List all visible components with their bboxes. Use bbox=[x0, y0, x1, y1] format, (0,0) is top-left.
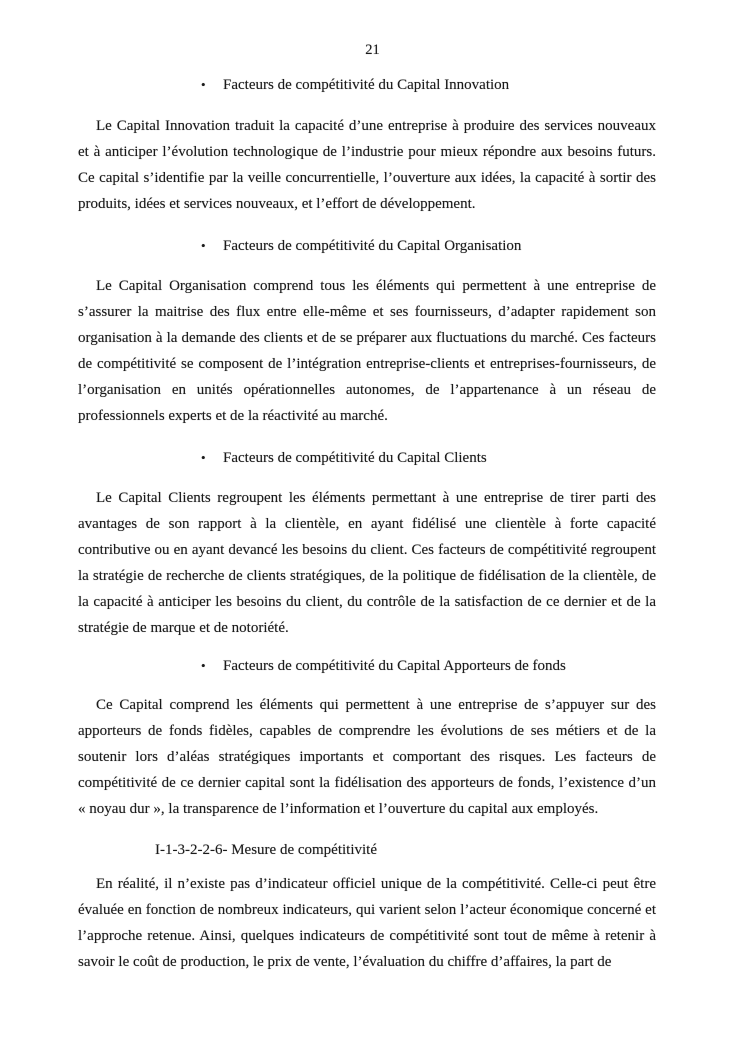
bullet-heading-label: Facteurs de compétitivité du Capital Clients bbox=[223, 450, 487, 466]
page-content bbox=[0, 72, 745, 975]
bullet-icon: • bbox=[201, 77, 206, 92]
paragraph-capital-innovation: Le Capital Innovation traduit la capacité d’une entreprise à produire des services nouveaux et à anticiper l’évolution technologique de l’industrie pour mieux répondre aux besoins futurs. Ce capital s’identifie par la veille concurrentielle, l’ouverture aux idées, la capacité à sortir des produits, idées et services nouveaux, et l’effort de développement. bbox=[78, 118, 656, 212]
bullet-icon: • bbox=[201, 450, 206, 465]
paragraph-capital-apporteurs: Ce Capital comprend les éléments qui permettent à une entreprise de s’appuyer sur des apporteurs de fonds fidèles, capables de comprendre les évolutions de ses métiers et de la soutenir lors d’aléas stratégiques importants et comportant des risques. Les facteurs de compétitivité de ce dernier capital sont la fidélisation des apporteurs de fonds, l’existence d’un « noyau dur », la transparence de l’information et l’ouverture du capital aux employés. bbox=[78, 697, 656, 817]
page-number: 21 bbox=[365, 42, 380, 58]
bullet-heading-label: Facteurs de compétitivité du Capital Apporteurs de fonds bbox=[223, 658, 566, 674]
bullet-heading-capital-clients bbox=[201, 445, 656, 471]
bullet-heading-capital-organisation bbox=[201, 233, 656, 259]
paragraph-capital-organisation: Le Capital Organisation comprend tous les éléments qui permettent à une entreprise de s’assurer la maitrise des flux entre elle-même et ses fournisseurs, d’adapter rapidement son organisation à la demande des clients et de se préparer aux fluctuations du marché. Ces facteurs de compétitivité se composent de l’intégration entreprise-clients et entreprises-fournisseurs, de l’organisation en unités opérationnelles autonomes, de l’appartenance à un réseau de professionnels experts et de la réactivité au marché. bbox=[78, 278, 656, 424]
paragraph-mesure-competitivite: En réalité, il n’existe pas d’indicateur officiel unique de la compétitivité. Celle-ci peut être évaluée en fonction de nombreux indicateurs, qui varient selon l’acteur économique concerné et l’approche retenue. Ainsi, quelques indicateurs de compétitivité sont tout de même à retenir à savoir le coût de production, le prix de vente, l’évaluation du chiffre d’affaires, la part de bbox=[78, 876, 656, 970]
bullet-heading-label: Facteurs de compétitivité du Capital Innovation bbox=[223, 77, 510, 93]
bullet-icon: • bbox=[201, 658, 206, 673]
bullet-icon: • bbox=[201, 238, 206, 253]
bullet-heading-label: Facteurs de compétitivité du Capital Organisation bbox=[223, 238, 522, 254]
numbered-heading-mesure-competitivite: I-1-3-2-2-6- Mesure de compétitivité bbox=[155, 842, 378, 858]
bullet-heading-capital-innovation bbox=[201, 72, 656, 98]
bullet-heading-capital-apporteurs bbox=[201, 653, 656, 679]
paragraph-capital-clients: Le Capital Clients regroupent les éléments permettant à une entreprise de tirer parti des avantages de son rapport à la clientèle, en ayant fidélisé une clientèle à forte capacité contributive ou en ayant devancé les besoins du client. Ces facteurs de compétitivité regroupent la stratégie de recherche de clients stratégiques, de la politique de fidélisation de la clientèle, de la capacité à anticiper les besoins du client, du contrôle de la satisfaction de ce dernier et de la stratégie de marque et de notoriété. bbox=[78, 490, 656, 636]
